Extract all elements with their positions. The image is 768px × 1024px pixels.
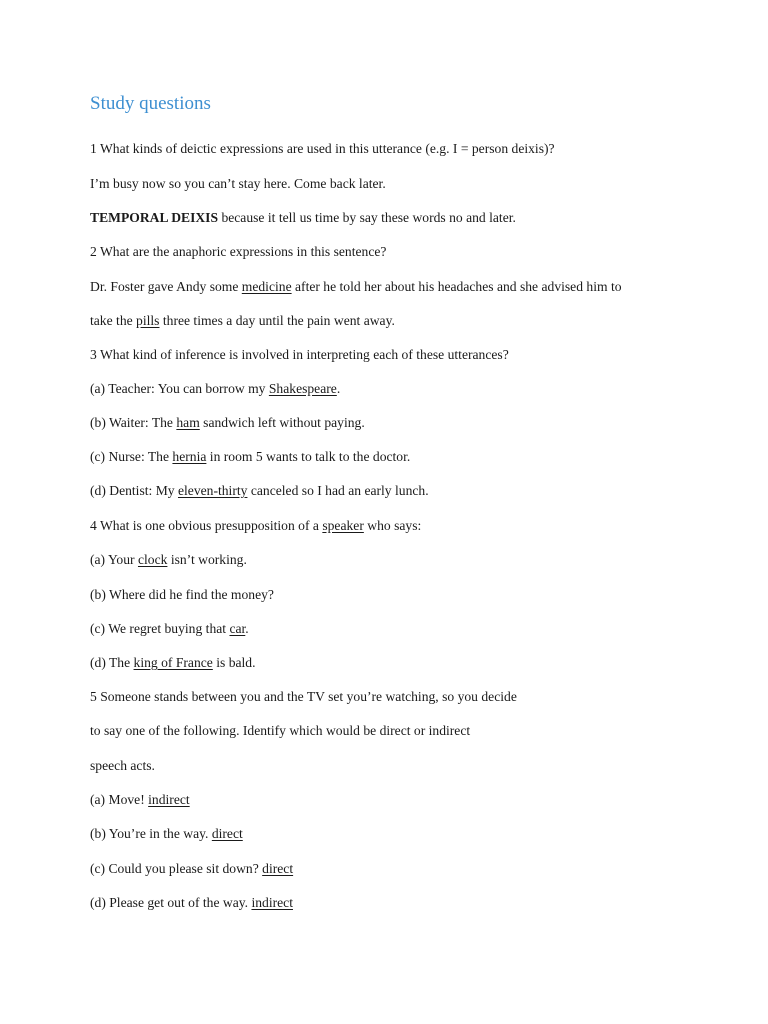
text-segment: is bald. — [212, 655, 256, 670]
answer-word: indirect — [251, 895, 293, 910]
underlined-word: ham — [176, 415, 200, 430]
text-segment: take the — [90, 313, 137, 328]
question-5-line-3: speech acts. — [90, 758, 155, 773]
text-segment: (a) Move! — [90, 792, 149, 807]
text-segment: sandwich left without paying. — [199, 415, 365, 430]
underlined-word: eleven-thirty — [177, 483, 248, 498]
question-4-item-d — [90, 654, 256, 672]
question-3-item-a — [90, 380, 340, 398]
question-4-item-b: (b) Where did he find the money? — [90, 587, 274, 602]
answer-word: direct — [211, 826, 243, 841]
answer-bold-text: TEMPORAL DEIXIS — [90, 210, 219, 225]
answer-word: direct — [262, 861, 294, 876]
question-4-item-a — [90, 551, 247, 569]
text-segment: who says: — [363, 518, 422, 533]
text-segment: (c) Nurse: The — [90, 449, 173, 464]
text-segment: (b) Waiter: The — [90, 415, 177, 430]
question-5-line-1: 5 Someone stands between you and the TV set you’re watching, so you decide — [90, 689, 517, 704]
text-segment: after he told her about his headaches and she advised him to — [291, 279, 622, 294]
question-2-sentence-line-1 — [90, 278, 622, 296]
question-3-item-b — [90, 414, 365, 432]
question-5-item-c — [90, 860, 293, 878]
text-segment: (b) You’re in the way. — [90, 826, 212, 841]
question-4-item-c — [90, 620, 249, 638]
text-segment: three times a day until the pain went away. — [159, 313, 395, 328]
question-1-utterance: I’m busy now so you can’t stay here. Come back later. — [90, 176, 386, 191]
question-2-sentence-line-2 — [90, 312, 395, 330]
underlined-word: hernia — [172, 449, 207, 464]
text-segment: . — [336, 381, 341, 396]
text-segment: . — [245, 621, 249, 636]
text-segment: canceled so I had an early lunch. — [247, 483, 429, 498]
question-4 — [90, 517, 421, 535]
question-5-item-b — [90, 825, 243, 843]
question-2: 2 What are the anaphoric expressions in this sentence? — [90, 244, 387, 259]
underlined-word: medicine — [241, 279, 292, 294]
text-segment: (a) Your — [90, 552, 138, 567]
underlined-word: Shakespeare — [268, 381, 337, 396]
question-3-item-c — [90, 448, 410, 466]
text-segment: (d) Dentist: My — [90, 483, 178, 498]
question-1: 1 What kinds of deictic expressions are used in this utterance (e.g. I = person deixis)? — [90, 141, 555, 156]
question-5-line-2: to say one of the following. Identify which would be direct or indirect — [90, 723, 471, 738]
question-5-item-a — [90, 791, 190, 809]
question-1-answer — [90, 209, 516, 227]
page-title: Study questions — [90, 93, 211, 114]
underlined-word: car — [229, 621, 246, 636]
text-segment: (d) The — [90, 655, 134, 670]
text-segment: (a) Teacher: You can borrow my — [90, 381, 269, 396]
underlined-word: clock — [137, 552, 168, 567]
underlined-word: king of France — [133, 655, 213, 670]
text-segment: (d) Please get out of the way. — [90, 895, 252, 910]
question-3: 3 What kind of inference is involved in interpreting each of these utterances? — [90, 347, 509, 362]
text-segment: isn’t working. — [167, 552, 247, 567]
question-5-item-d — [90, 894, 293, 912]
question-3-item-d — [90, 482, 429, 500]
answer-word: indirect — [148, 792, 190, 807]
text-segment: Dr. Foster gave Andy some — [90, 279, 242, 294]
text-segment: (c) Could you please sit down? — [90, 861, 263, 876]
underlined-word: speaker — [322, 518, 364, 533]
text-segment: in room 5 wants to talk to the doctor. — [206, 449, 411, 464]
answer-text: because it tell us time by say these words no and later. — [218, 210, 516, 225]
text-segment: 4 What is one obvious presupposition of a — [90, 518, 323, 533]
underlined-word: pills — [136, 313, 160, 328]
text-segment: (c) We regret buying that — [90, 621, 230, 636]
